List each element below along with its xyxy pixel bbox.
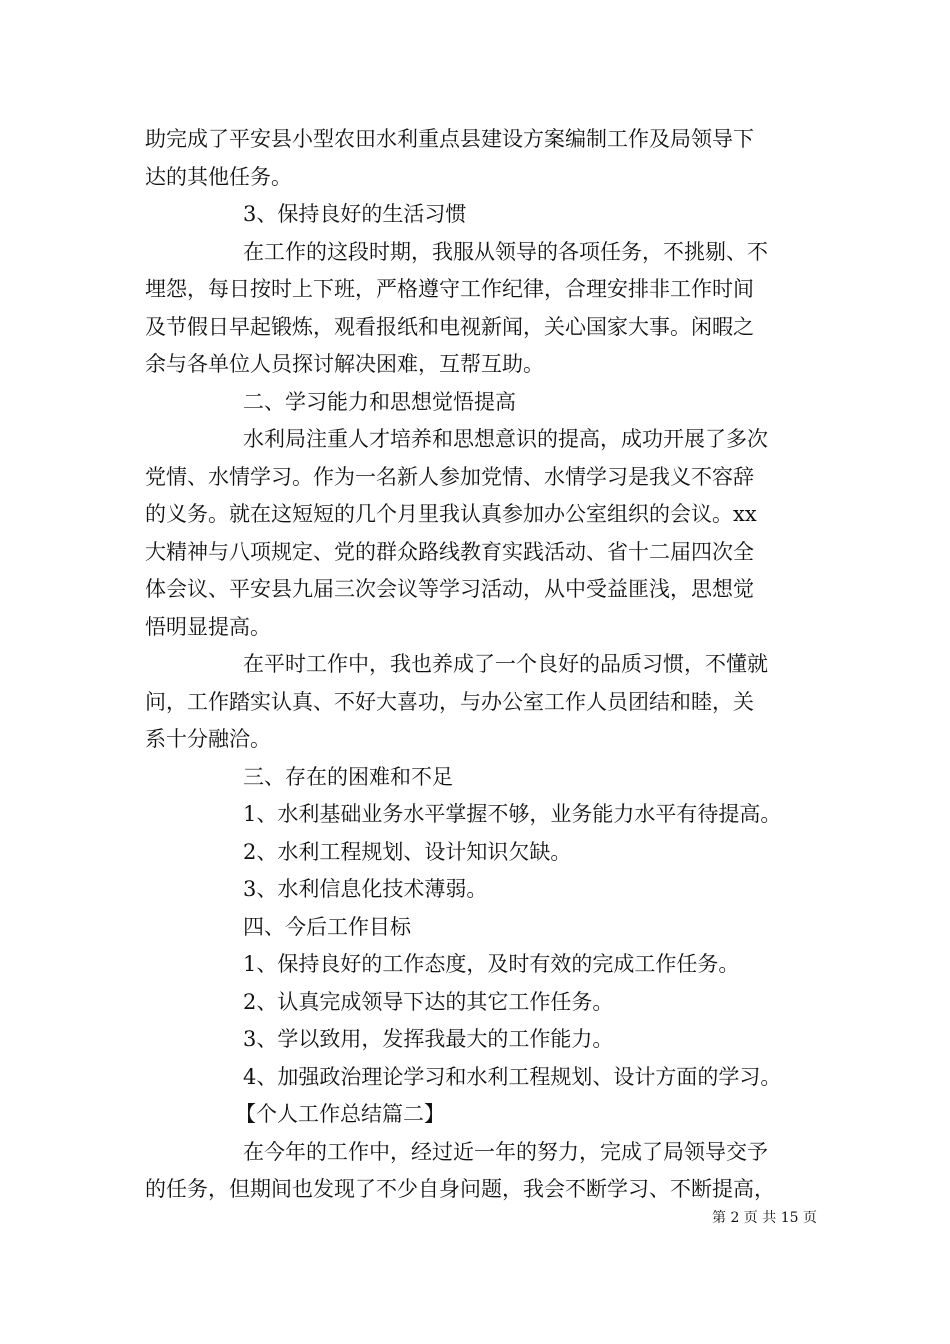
paragraph-start: 在今年的工作中，经过近一年的努力，完成了局领导交予 bbox=[243, 1139, 768, 1164]
list-item: 2、认真完成领导下达的其它工作任务。 bbox=[243, 989, 614, 1014]
body-line: 埋怨，每日按时上下班，严格遵守工作纪律，合理安排非工作时间 bbox=[145, 277, 754, 301]
body-line: 余与各单位人员探讨解决困难，互帮互助。 bbox=[145, 352, 544, 376]
body-line: 问，工作踏实认真、不好大喜功，与办公室工作人员团结和睦，关 bbox=[145, 689, 754, 714]
list-item: 2、水利工程规划、设计知识欠缺。 bbox=[243, 839, 572, 864]
body-line: 系十分融洽。 bbox=[145, 727, 271, 751]
body-line: 达的其他任务。 bbox=[145, 164, 292, 189]
body-line: 悟明显提高。 bbox=[145, 614, 271, 639]
list-item: 3、水利信息化技术薄弱。 bbox=[243, 877, 488, 901]
list-item: 4、加强政治理论学习和水利工程规划、设计方面的学习。 bbox=[243, 1064, 782, 1089]
document-body bbox=[145, 121, 810, 1209]
paragraph-start: 水利局注重人才培养和思想意识的提高，成功开展了多次 bbox=[243, 427, 768, 451]
body-line: 及节假日早起锻炼，观看报纸和电视新闻，关心国家大事。闲暇之 bbox=[145, 314, 754, 339]
section-heading: 二、学习能力和思想觉悟提高 bbox=[243, 389, 516, 414]
body-line: 党情、水情学习。作为一名新人参加党情、水情学习是我义不容辞 bbox=[145, 464, 754, 489]
section-heading: 三、存在的困难和不足 bbox=[243, 764, 453, 789]
body-line: 体会议、平安县九届三次会议等学习活动，从中受益匪浅，思想觉 bbox=[145, 577, 754, 601]
list-item: 3、学以致用，发挥我最大的工作能力。 bbox=[243, 1027, 614, 1051]
article-title: 【个人工作总结篇二】 bbox=[235, 1102, 445, 1126]
section-heading: 四、今后工作目标 bbox=[243, 914, 411, 939]
page-number-footer: 第 2 页 共 15 页 bbox=[712, 1210, 817, 1226]
body-line: 的义务。就在这短短的几个月里我认真参加办公室组织的会议。xx bbox=[145, 502, 757, 526]
paragraph-start: 在工作的这段时期，我服从领导的各项任务，不挑剔、不 bbox=[243, 239, 768, 264]
body-line: 助完成了平安县小型农田水利重点县建设方案编制工作及局领导下 bbox=[145, 127, 754, 151]
list-item: 1、水利基础业务水平掌握不够，业务能力水平有待提高。 bbox=[243, 802, 782, 826]
body-line: 大精神与八项规定、党的群众路线教育实践活动、省十二届四次全 bbox=[145, 539, 754, 564]
section-subheading: 3、保持良好的生活习惯 bbox=[243, 202, 467, 226]
list-item: 1、保持良好的工作态度，及时有效的完成工作任务。 bbox=[243, 952, 740, 976]
paragraph-start: 在平时工作中，我也养成了一个良好的品质习惯，不懂就 bbox=[243, 652, 768, 676]
body-line: 的任务，但期间也发现了不少自身问题，我会不断学习、不断提高， bbox=[145, 1177, 775, 1201]
